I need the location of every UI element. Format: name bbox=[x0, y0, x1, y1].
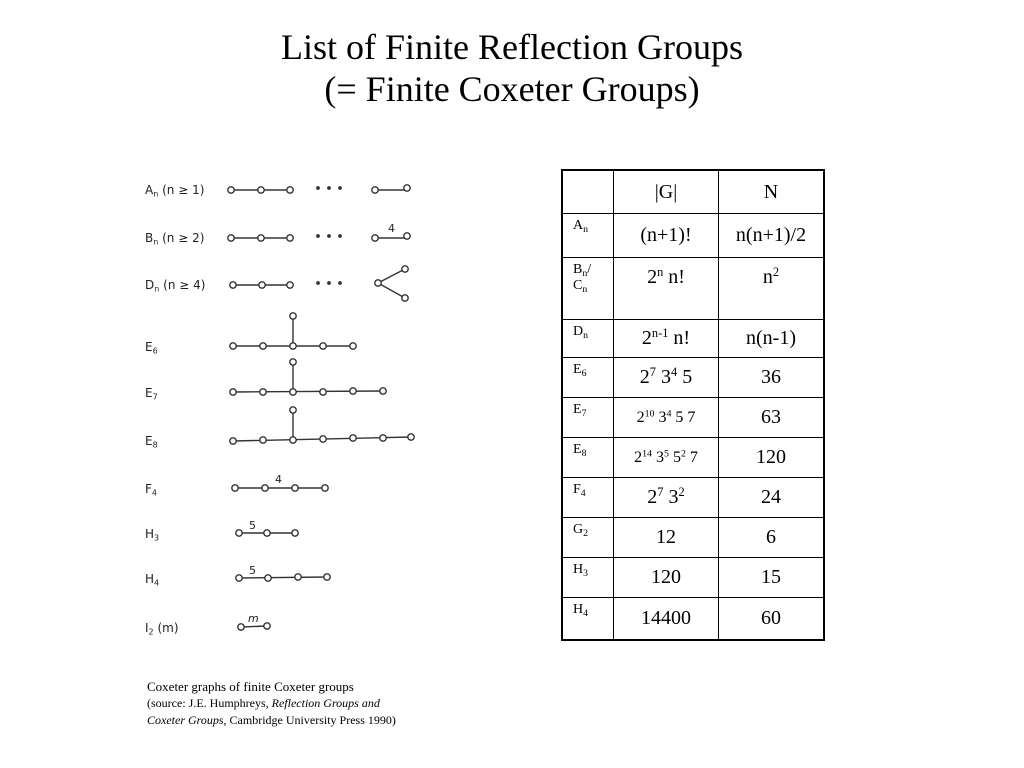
graph-label-e-7: $E_7$ bbox=[145, 386, 158, 402]
header-order: |G| bbox=[614, 170, 719, 214]
table-row bbox=[562, 598, 824, 640]
group-order-cell: $2^{14}$ $3^5$ $5^2$ 7 bbox=[614, 438, 719, 478]
group-name-cell: $D_n$ bbox=[562, 320, 614, 358]
graph-label-e-6: $E_6$ bbox=[145, 340, 158, 356]
group-name-cell: $H_4$ bbox=[562, 598, 614, 640]
graph-h-3 bbox=[236, 530, 298, 536]
caption-line-2: (source: J.E. Humphreys, Reflection Groups and bbox=[147, 696, 380, 710]
reflection-group-table bbox=[561, 169, 825, 641]
group-order-cell: 2$^n$ n! bbox=[614, 258, 719, 320]
reflection-count-cell: 120 bbox=[719, 438, 825, 478]
edge-mark-i-2: m bbox=[248, 612, 259, 625]
graph-e-8 bbox=[230, 407, 414, 444]
table-row bbox=[562, 558, 824, 598]
page-title bbox=[0, 26, 1024, 110]
graph-label-h-3: $H_3$ bbox=[145, 527, 160, 543]
edge-mark-h-4: 5 bbox=[249, 564, 256, 577]
title-line-1: List of Finite Reflection Groups bbox=[281, 27, 743, 67]
table-row bbox=[562, 358, 824, 398]
group-order-cell: 120 bbox=[614, 558, 719, 598]
reflection-count-cell: 15 bbox=[719, 558, 825, 598]
graph-label-i-2: $I_2$ (m) bbox=[145, 621, 179, 637]
graph-label-f-4: $F_4$ bbox=[145, 482, 157, 498]
group-order-cell: $2^{10}$ $3^4$ 5 7 bbox=[614, 398, 719, 438]
table-row bbox=[562, 518, 824, 558]
reflection-count-cell: $n^2$ bbox=[719, 258, 825, 320]
group-order-cell: $2^7$ $3^4$ 5 bbox=[614, 358, 719, 398]
graph-label-e-8: $E_8$ bbox=[145, 434, 158, 450]
edge-mark-f-4: 4 bbox=[275, 473, 282, 486]
group-order-cell: $2^7$ $3^2$ bbox=[614, 478, 719, 518]
caption-line-3: Coxeter Groups, Cambridge University Press 1990) bbox=[147, 713, 396, 727]
graph-label-b-n: $B_n$ (n ≥ 2) bbox=[145, 231, 205, 247]
graph-e-7 bbox=[230, 359, 386, 395]
group-order-cell: 12 bbox=[614, 518, 719, 558]
graph-b-n bbox=[228, 233, 410, 241]
table-row bbox=[562, 398, 824, 438]
reflection-count-cell: 63 bbox=[719, 398, 825, 438]
table-row bbox=[562, 320, 824, 358]
group-name-cell: $G_2$ bbox=[562, 518, 614, 558]
reflection-count-cell: 6 bbox=[719, 518, 825, 558]
table-row bbox=[562, 438, 824, 478]
group-name-cell: $E_7$ bbox=[562, 398, 614, 438]
reflection-count-cell: 60 bbox=[719, 598, 825, 640]
caption-line-1: Coxeter graphs of finite Coxeter groups bbox=[147, 679, 354, 694]
table-body bbox=[562, 214, 824, 640]
reflection-count-cell: 36 bbox=[719, 358, 825, 398]
group-name-cell: $E_6$ bbox=[562, 358, 614, 398]
header-empty bbox=[562, 170, 614, 214]
table-row bbox=[562, 258, 824, 320]
header-reflections: N bbox=[719, 170, 825, 214]
figure-caption bbox=[147, 678, 467, 729]
group-table-container bbox=[561, 169, 825, 641]
graph-e-6 bbox=[230, 313, 356, 349]
table-header-row bbox=[562, 170, 824, 214]
group-order-cell: 2$^{n-1}$ n! bbox=[614, 320, 719, 358]
reflection-count-cell: n(n-1) bbox=[719, 320, 825, 358]
graph-d-n bbox=[230, 266, 408, 301]
graph-label-d-n: $D_n$ (n ≥ 4) bbox=[145, 278, 206, 294]
edge-mark-b-n: 4 bbox=[388, 222, 395, 235]
table-row bbox=[562, 214, 824, 258]
group-name-cell: $E_8$ bbox=[562, 438, 614, 478]
title-line-2: (= Finite Coxeter Groups) bbox=[324, 69, 700, 109]
group-name-cell: $H_3$ bbox=[562, 558, 614, 598]
group-name-cell: $A_n$ bbox=[562, 214, 614, 258]
graph-a-n bbox=[228, 185, 410, 193]
coxeter-graphs-figure bbox=[135, 170, 435, 650]
graph-label-h-4: $H_4$ bbox=[145, 572, 160, 588]
graph-label-a-n: $A_n$ (n ≥ 1) bbox=[145, 183, 205, 199]
reflection-count-cell: 24 bbox=[719, 478, 825, 518]
edge-mark-h-3: 5 bbox=[249, 519, 256, 532]
reflection-count-cell: n(n+1)/2 bbox=[719, 214, 825, 258]
table-row bbox=[562, 478, 824, 518]
group-name-cell: $B_n/$ $C_n$ bbox=[562, 258, 614, 320]
group-order-cell: 14400 bbox=[614, 598, 719, 640]
group-order-cell: (n+1)! bbox=[614, 214, 719, 258]
group-name-cell: $F_4$ bbox=[562, 478, 614, 518]
